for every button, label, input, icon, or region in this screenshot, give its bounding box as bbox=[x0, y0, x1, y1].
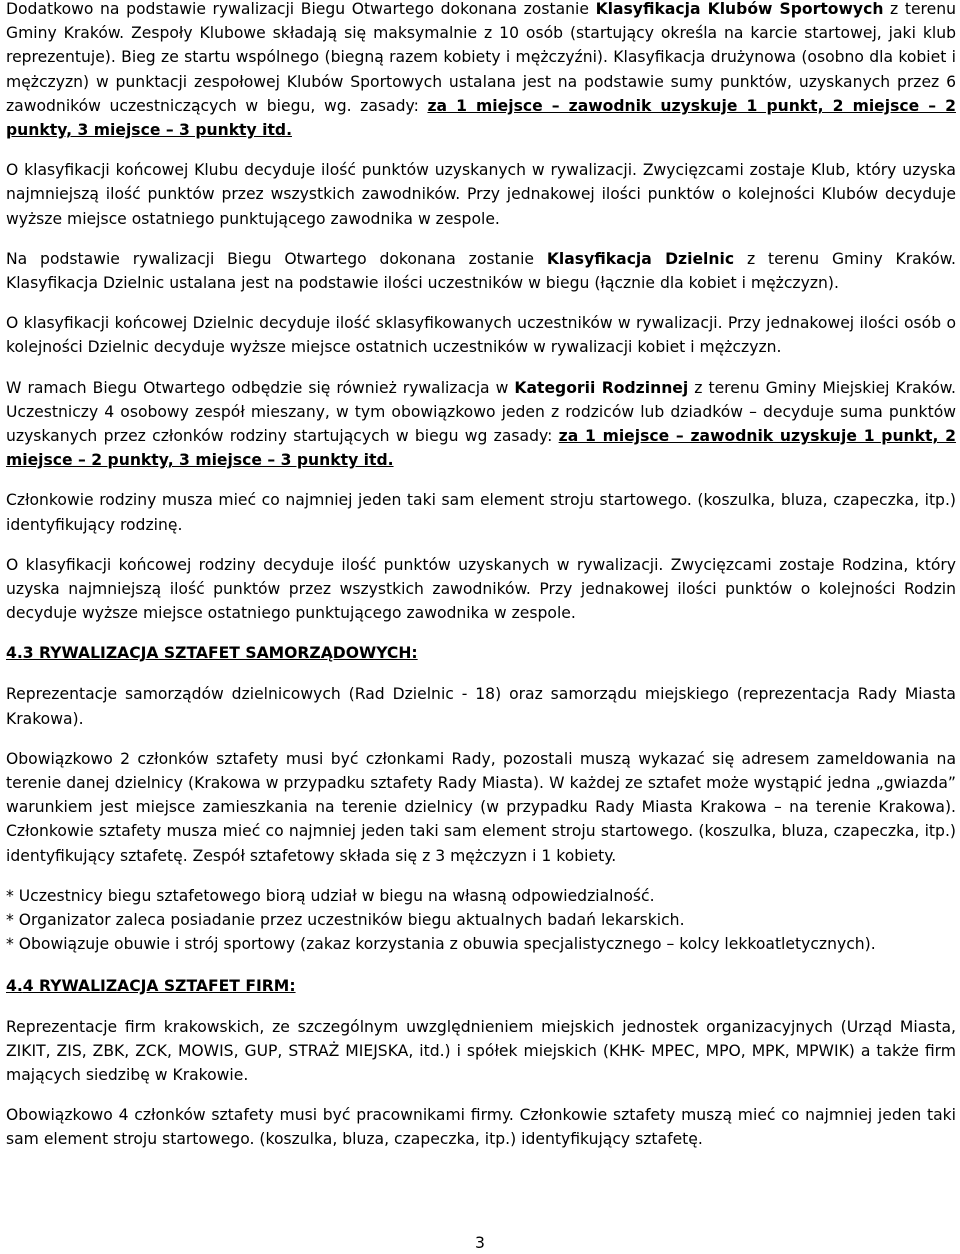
heading-number: 4. bbox=[6, 976, 23, 995]
paragraph-family-final: O klasyfikacji końcowej rodziny decyduje ilość punktów uzyskanych w rywalizacji. Zwycięzcami zostaje Rodzina, który uzyska najmniejszą ilość punktów przez wszystkich zawodników. Przy jednakowej ilości punktów o kolejności Rodzin decyduje wyższe miejsce ostatniego punktującego zawodnika w zespole. bbox=[6, 555, 956, 623]
note-item: * Organizator zaleca posiadanie przez uczestników biegu aktualnych badań lekarskich. bbox=[6, 911, 685, 930]
paragraph-govt-relay-rules: Obowiązkowo 2 członków sztafety musi być członkami Rady, pozostali muszą wykazać się adresem zameldowania na terenie danej dzielnicy (Krakowa w przypadku sztafety Rady Miasta). W każdej ze sztafet może wystąpić jedna „gwiazda” warunkiem jest miejsce zamieszkania na terenie dzielnicy (w przypadku Rady Miasta Krakowa – na terenie Krakowa). Członkowie sztafety musza mieć co najmniej jeden taki sam element stroju startowego. (koszulka, bluza, czapeczka, itp.) identyfikujący sztafetę. Zespół sztafetowy składa się z 3 mężczyzn i 1 kobiety. bbox=[6, 749, 956, 865]
note-item: * Obowiązuje obuwie i strój sportowy (zakaz korzystania z obuwia specjalistycznego – kolcy lekkoatletycznych). bbox=[6, 935, 876, 954]
text: Dodatkowo na podstawie rywalizacji Biegu Otwartego dokonana zostanie bbox=[6, 0, 596, 18]
heading-title: 4 RYWALIZACJA SZTAFET FIRM: bbox=[22, 976, 296, 995]
heading-title: 3 RYWALIZACJA SZTAFET SAMORZĄDOWYCH: bbox=[22, 644, 418, 663]
bold-term: Klasyfikacja Klubów Sportowych bbox=[595, 0, 884, 18]
notes-list bbox=[6, 884, 956, 957]
paragraph-club-final: O klasyfikacji końcowej Klubu decyduje ilość punktów uzyskanych w rywalizacji. Zwycięzcami zostaje Klub, który uzyska najmniejszą ilość punktów przez wszystkich zawodników. Przy jednakowej ilości punktów o kolejności Klubów decyduje wyższe miejsce ostatniego punktującego zawodnika w zespole. bbox=[6, 161, 956, 228]
section-heading-4-4 bbox=[6, 974, 956, 998]
paragraph-govt-relay-teams: Reprezentacje samorządów dzielnicowych (Rad Dzielnic - 18) oraz samorządu miejskiego (reprezentacja Rady Miasta Krakowa). bbox=[6, 685, 956, 728]
paragraph-family-outfit: Członkowie rodziny musza mieć co najmniej jeden taki sam element stroju startowego. (koszulka, bluza, czapeczka, itp.) identyfikujący rodzinę. bbox=[6, 491, 956, 534]
heading-number: 4. bbox=[6, 644, 23, 663]
page-number: 3 bbox=[475, 1234, 485, 1252]
paragraph-company-relay-rules: Obowiązkowo 4 członków sztafety musi być pracownikami firmy. Członkowie sztafety muszą mieć co najmniej jeden taki sam element stroju startowego. (koszulka, bluza, czapeczka, itp.) identyfikujący sztafetę. bbox=[6, 1106, 956, 1149]
bold-term: Kategorii Rodzinnej bbox=[514, 378, 689, 397]
bold-term: Klasyfikacja Dzielnic bbox=[546, 249, 735, 268]
section-heading-4-3 bbox=[6, 641, 956, 665]
text: z terenu Gminy Kraków. Zespoły Klubowe składają się maksymalnie z 10 osób (startujący określa na karcie startowej, jaki klub reprezentuje). Bieg ze startu wspólnego (biegną razem kobiety i mężczyźni). Klasyfikacja drużynowa (osobno dla kobiet i mężczyzn) w punktacji zespołowej Klubów Sportowych ustalana jest na podstawie sumy punktów, uzyskanych przez 6 zawodników uczestniczących w biegu, wg. zasady: bbox=[6, 0, 956, 115]
document-page bbox=[6, 0, 956, 1168]
text: z terenu Gminy Miejskiej Kraków. Uczestniczy 4 osobowy zespół mieszany, w tym obowiązkowo jeden z rodziców lub dziadków – decyduje suma punktów uzyskanych przez członków rodziny startujących w biegu wg zasady: bbox=[6, 378, 957, 446]
paragraph-family-category bbox=[6, 376, 956, 473]
paragraph-district-classification bbox=[6, 247, 956, 295]
text: Na podstawie rywalizacji Biegu Otwartego dokonana zostanie bbox=[6, 249, 547, 268]
note-item: * Uczestnicy biegu sztafetowego biorą udział w biegu na własną odpowiedzialność. bbox=[6, 886, 655, 905]
text: z terenu Gminy Kraków. Klasyfikacja Dzielnic ustalana jest na podstawie ilości uczestników w biegu (łącznie dla kobiet i mężczyzn). bbox=[6, 249, 956, 293]
paragraph-district-final: O klasyfikacji końcowej Dzielnic decyduje ilość sklasyfikowanych uczestników w rywalizacji. Przy jednakowej ilości osób o kolejności Dzielnic decyduje wyższe miejsce ostatnich uczestników w rywalizacji kobiet i mężczyzn. bbox=[6, 314, 956, 357]
text: W ramach Biegu Otwartego odbędzie się również rywalizacja w bbox=[6, 378, 515, 397]
paragraph-company-relay-teams: Reprezentacje firm krakowskich, ze szczególnym uwzględnieniem miejskich jednostek organizacyjnych (Urząd Miasta, ZIKIT, ZIS, ZBK, ZCK, MOWIS, GUP, STRAŻ MIEJSKA, itd.) i spółek miejskich (KHK- MPEC, MPO, MPK, MPWIK) a także firm mających siedzibę w Krakowie. bbox=[6, 1017, 956, 1084]
scoring-rule: za 1 miejsce – zawodnik uzyskuje 1 punkt, 2 miejsce – 2 punkty, 3 miejsce – 3 punkty itd. bbox=[6, 427, 957, 470]
paragraph-club-classification bbox=[6, 0, 956, 142]
scoring-rule: za 1 miejsce – zawodnik uzyskuje 1 punkt, 2 miejsce – 2 punkty, 3 miejsce – 3 punkty itd. bbox=[6, 96, 956, 140]
